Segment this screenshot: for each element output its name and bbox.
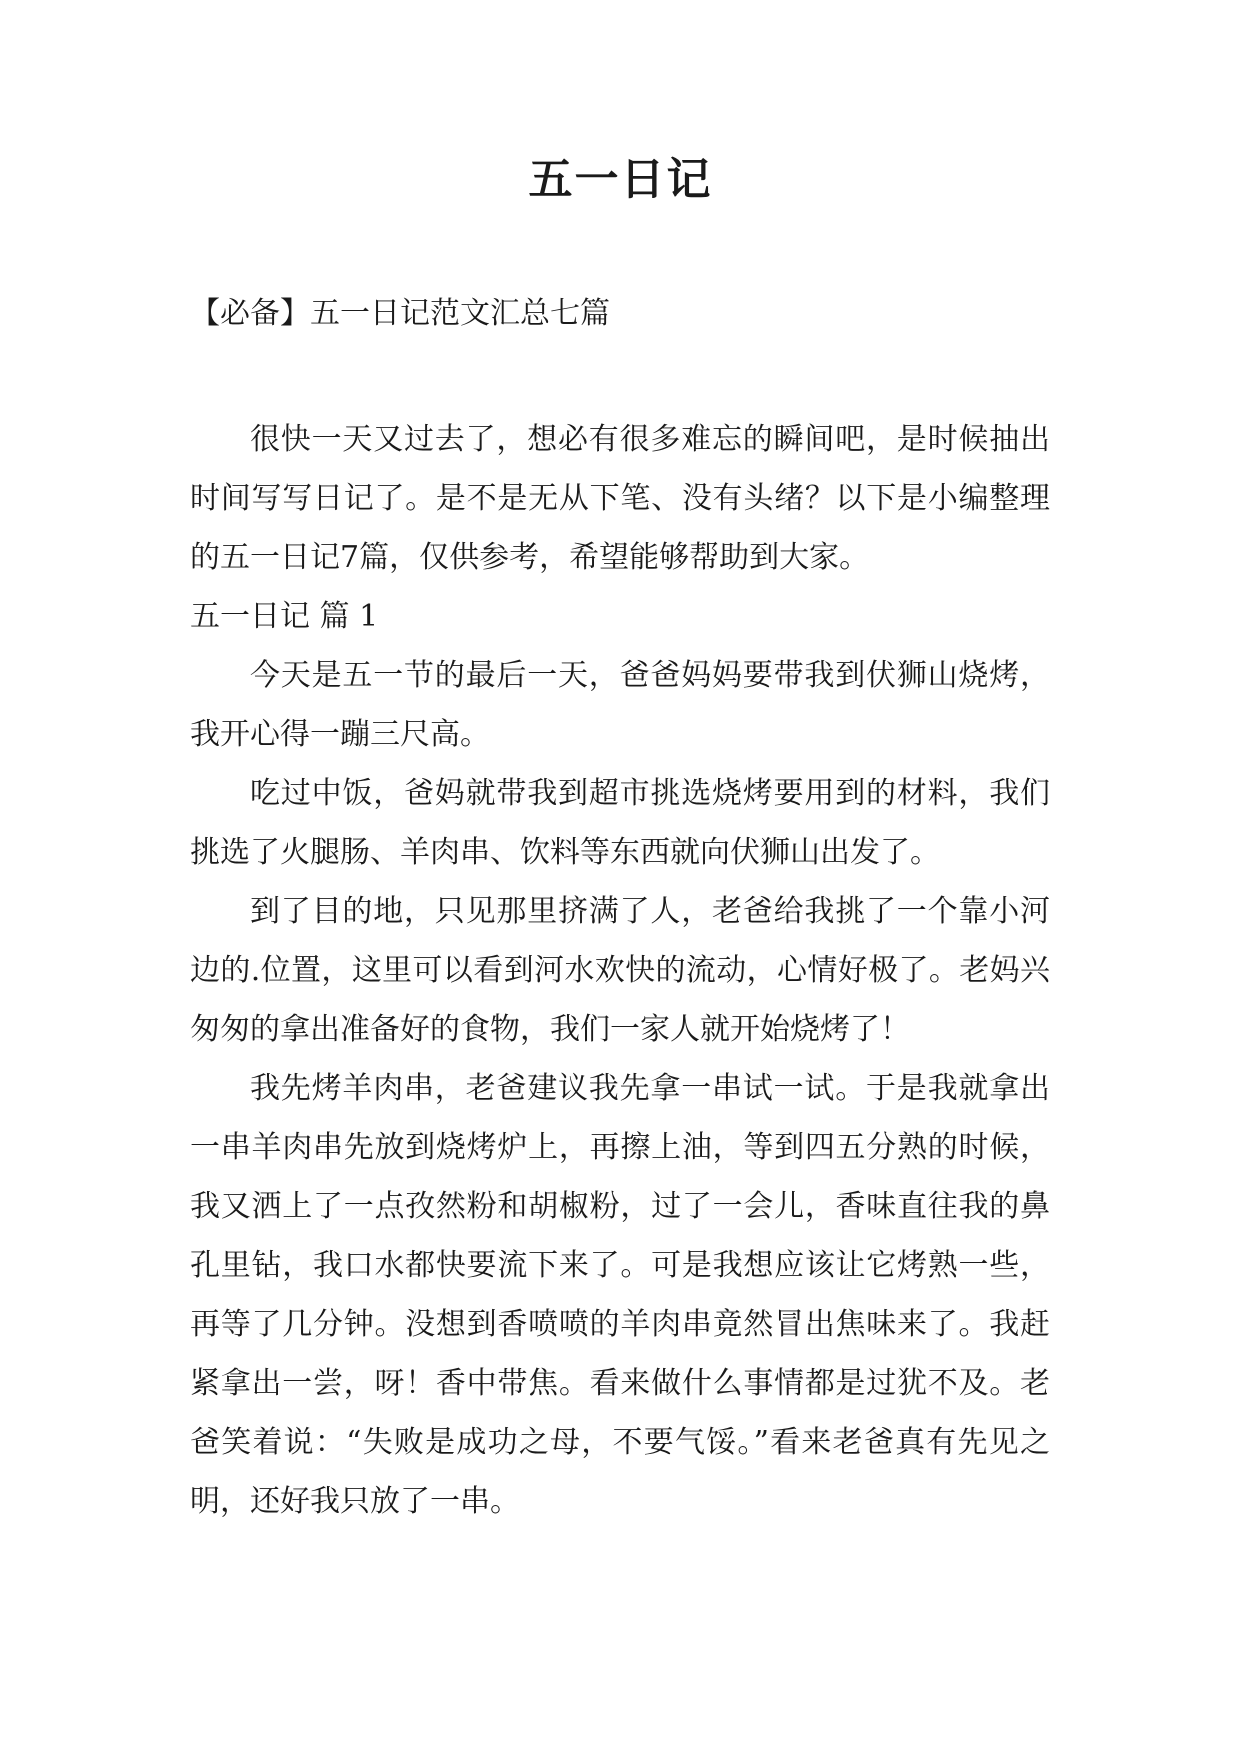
section-heading: 五一日记 篇 1	[190, 599, 379, 634]
document-title: 五一日记	[528, 154, 713, 205]
document-subtitle: 【必备】五一日记范文汇总七篇	[190, 296, 610, 331]
document-body	[190, 410, 1050, 1531]
body-paragraph: 我先烤羊肉串，老爸建议我先拿一串试一试。于是我就拿出一串羊肉串先放到烧烤炉上，再擦上油，等到四五分熟的时候，我又洒上了一点孜然粉和胡椒粉，过了一会儿，香味直往我的鼻孔里钻，我口水都快要流下来了。可是我想应该让它烤熟一些，再等了几分钟。没想到香喷喷的羊肉串竟然冒出焦味来了。我赶紧拿出一尝，呀！香中带焦。看来做什么事情都是过犹不及。老爸笑着说：“失败是成功之母，不要气馁。”看来老爸真有先见之明，还好我只放了一串。	[190, 1071, 1050, 1519]
body-paragraph: 今天是五一节的最后一天，爸爸妈妈要带我到伏狮山烧烤，我开心得一蹦三尺高。	[190, 658, 1050, 752]
body-paragraph: 到了目的地，只见那里挤满了人，老爸给我挑了一个靠小河边的.位置，这里可以看到河水欢快的流动，心情好极了。老妈兴匆匆的拿出准备好的食物，我们一家人就开始烧烤了！	[190, 894, 1050, 1047]
body-paragraph: 吃过中饭，爸妈就带我到超市挑选烧烤要用到的材料，我们挑选了火腿肠、羊肉串、饮料等东西就向伏狮山出发了。	[190, 776, 1050, 870]
intro-paragraph: 很快一天又过去了，想必有很多难忘的瞬间吧，是时候抽出时间写写日记了。是不是无从下笔、没有头绪？以下是小编整理的五一日记7篇，仅供参考，希望能够帮助到大家。	[190, 422, 1050, 575]
